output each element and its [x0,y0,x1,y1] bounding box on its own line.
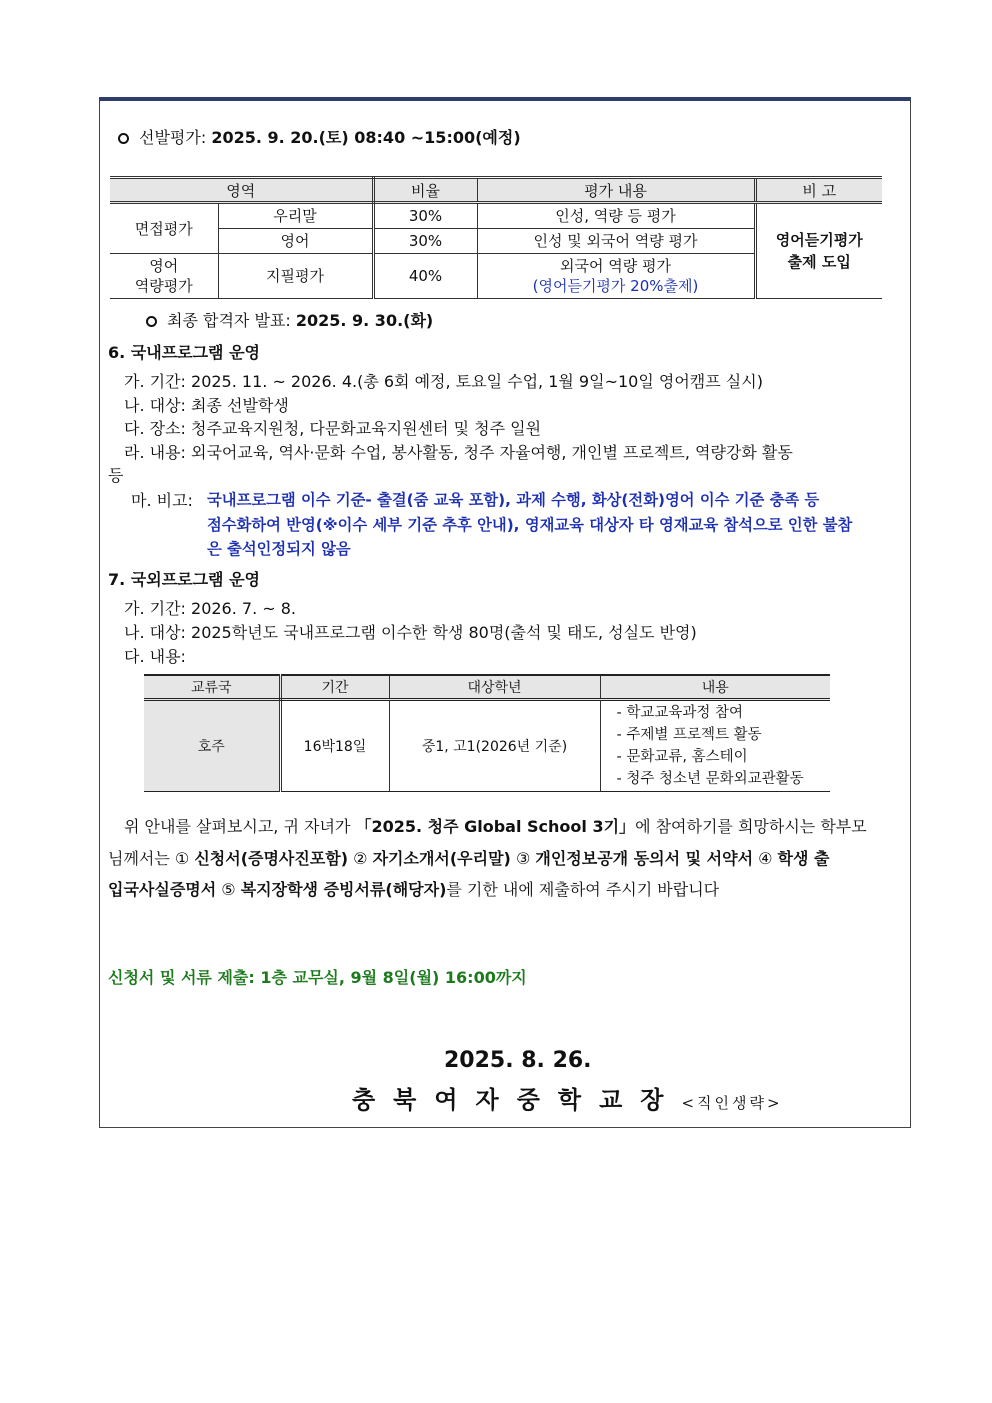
abroad-content-item: - 학교교육과정 참여 [616,705,744,721]
selection-eval-date: 2025. 9. 20.(토) 08:40 ~15:00(예정) [211,128,521,147]
notice-text: 위 안내를 살펴보시고, 귀 자녀가 [124,817,356,836]
english-content: 인성 및 외국어 역량 평가 [477,229,755,254]
section6-content: 라. 내용: 외국어교육, 역사·문화 수업, 봉사활동, 청주 자율여행, 개인별 프로젝트, 역량강화 활동 [124,443,793,462]
remark-line-1: 영어듣기평가 [775,231,863,249]
section6-target: 나. 대상: 최종 선발학생 [124,396,289,415]
english-label: 영어 [218,229,373,254]
abroad-header-grades: 대상학년 [389,675,600,700]
program-name: 「2025. 청주 Global School 3기」 [355,817,636,836]
section6-title: 6. 국내프로그램 운영 [108,343,260,362]
eval-header-content: 평가 내용 [477,178,755,203]
abroad-content-item: - 주제별 프로젝트 활동 [616,727,762,743]
eval-header-area: 영역 [110,178,373,203]
section6-content-cont: 등 [108,466,124,485]
abroad-period: 16박18일 [280,700,389,792]
notice-text: 를 기한 내에 제출하여 주시기 바랍니다 [446,880,720,899]
section6-note-line-1: 국내프로그램 이수 기준- 출결(줌 교육 포함), 과제 수행, 화상(전화)영어 이수 기준 충족 등 [207,491,820,509]
eval-remark-cell [755,203,882,299]
abroad-program-table [144,674,830,792]
abroad-content-item: - 문화교류, 홈스테이 [616,749,748,765]
issue-date: 2025. 8. 26. [444,1048,592,1073]
english-ratio: 30% [373,229,477,254]
final-announce-line [146,308,433,331]
section7-title: 7. 국외프로그램 운영 [108,570,260,589]
notice-line-2 [108,846,830,869]
notice-text: ④ [753,849,778,868]
competency-label-line-1: 영어 [149,257,179,275]
principal-signature [352,1080,783,1115]
notice-line-1 [124,814,867,837]
section6-place: 다. 장소: 청주교육지원청, 다문화교육지원센터 및 청주 일원 [124,419,542,438]
submission-info: 신청서 및 서류 제출: 1층 교무실, 9월 8일(월) 16:00까지 [108,968,527,987]
abroad-header-country: 교류국 [144,675,280,700]
notice-text: ② [348,849,373,868]
section6-note-line-2: 점수화하여 반영(※이수 세부 기준 추후 안내), 영재교육 대상자 타 영재교육 참석으로 인한 불참 [207,516,853,534]
competency-label-line-2: 역량평가 [134,277,193,295]
principal-name: 충북여자중학교장 [352,1085,682,1114]
written-note: (영어듣기평가 20%출제) [532,277,699,295]
interview-label: 면접평가 [110,203,218,254]
abroad-header-period: 기간 [280,675,389,700]
competency-label [110,254,218,299]
selection-eval-label: 선발평가: [139,128,212,147]
selection-eval-line [118,125,521,148]
circle-bullet-icon [118,133,129,144]
abroad-country: 호주 [144,700,280,792]
korean-content: 인성, 역량 등 평가 [477,203,755,229]
notice-text: 에 참여하기를 희망하시는 학부모 [635,817,867,836]
section6-note-line-3: 은 출석인정되지 않음 [207,540,351,558]
written-label: 지필평가 [218,254,373,299]
section7-target: 나. 대상: 2025학년도 국내프로그램 이수한 학생 80명(출석 및 태도, 성실도 반영) [124,623,697,642]
abroad-content-item: - 청주 청소년 문화외교관활동 [616,771,804,787]
written-ratio: 40% [373,254,477,299]
section6-period: 가. 기간: 2025. 11. ~ 2026. 4.(총 6회 예정, 토요일 수업, 1월 9일~10일 영어캠프 실시) [124,372,763,391]
korean-ratio: 30% [373,203,477,229]
doc-self-intro: 자기소개서(우리말) [372,849,511,868]
seal-omitted-note: <직인생략> [681,1094,783,1112]
doc-immigration: 학생 출 [777,849,830,868]
final-announce-date: 2025. 9. 30.(화) [295,311,434,330]
doc-privacy-consent: 개인정보공개 동의서 및 서약서 [535,849,754,868]
circle-bullet-icon [146,316,157,327]
notice-line-3 [108,877,719,900]
abroad-header-contents: 내용 [600,675,830,700]
written-content-cell [477,254,755,299]
doc-application: 신청서(증명사진포함) [194,849,349,868]
abroad-grades: 중1, 고1(2026년 기준) [389,700,600,792]
remark-line-2: 출제 도입 [787,253,851,271]
notice-text: 님께서는 ① [108,849,195,868]
eval-header-ratio: 비율 [373,178,477,203]
final-announce-label: 최종 합격자 발표: [167,311,296,330]
notice-text: ⑤ [216,880,241,899]
section7-period: 가. 기간: 2026. 7. ~ 8. [124,599,297,618]
written-content: 외국어 역량 평가 [560,257,671,275]
evaluation-table [110,176,882,299]
abroad-contents [600,700,830,792]
doc-immigration-cont: 입국사실증명서 [108,880,217,899]
korean-label: 우리말 [218,203,373,229]
eval-header-remark: 비 고 [755,178,882,203]
doc-welfare: 복지장학생 증빙서류(해당자) [240,880,447,899]
section6-note-label: 마. 비고: [131,491,193,510]
section7-content-label: 다. 내용: [124,647,186,666]
notice-text: ③ [510,849,536,868]
